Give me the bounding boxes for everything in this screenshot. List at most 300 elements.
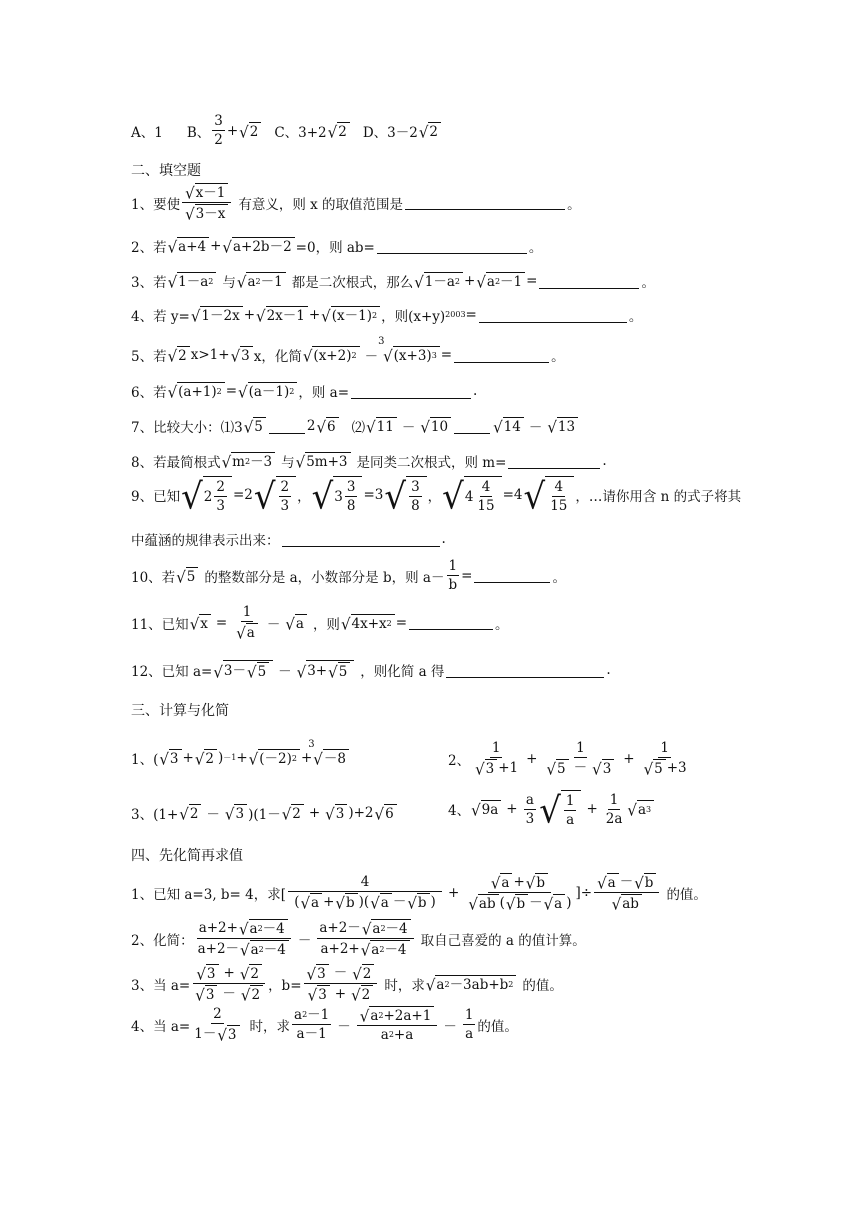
- math-part: a: [607, 873, 619, 891]
- math-part: 4: [554, 479, 564, 495]
- math-part: (a+1) 2: [177, 382, 225, 400]
- math-part: √: [366, 417, 376, 437]
- math-part: √: [221, 452, 232, 472]
- math-part: +: [586, 801, 598, 817]
- sqrt: [253, 476, 296, 519]
- math-part: √: [167, 382, 178, 402]
- math-part: 5m+3: [305, 452, 350, 470]
- math-part: +: [526, 750, 538, 767]
- fraction: [196, 919, 292, 958]
- math-part: √: [236, 272, 247, 292]
- math-part: 。: [628, 309, 643, 325]
- sqrt: [468, 894, 498, 912]
- answer-blank[interactable]: [479, 308, 627, 323]
- math-part: +: [448, 884, 460, 901]
- math-part: 8: [346, 498, 356, 514]
- math-part: －: [278, 664, 292, 680]
- math-part: 1、(: [131, 752, 159, 768]
- math-part: a 2 －4: [250, 940, 289, 958]
- math-part: √: [523, 476, 546, 519]
- math-part: ): [217, 750, 224, 766]
- math-part: a: [310, 893, 322, 911]
- question-7: [131, 416, 579, 436]
- math-part: 2: [280, 479, 290, 495]
- sqrt: [362, 919, 411, 937]
- math-part: 12、已知 a=: [131, 664, 213, 680]
- sqrt: [222, 237, 294, 255]
- math-part: 3－x: [195, 204, 229, 222]
- math-part: 2: [337, 122, 350, 140]
- math-part: √: [196, 964, 206, 984]
- math-part: b: [345, 893, 358, 911]
- sqrt: [196, 964, 218, 982]
- sqrt: [316, 417, 338, 435]
- sqrt: [321, 306, 380, 324]
- sqrt: [308, 985, 330, 1003]
- math-part: 时，求: [249, 1018, 290, 1035]
- math-part: 5: [653, 759, 666, 777]
- sqrt: [239, 122, 261, 140]
- math-part: a: [465, 1026, 474, 1042]
- math-part: －: [222, 986, 236, 1002]
- answer-blank[interactable]: [351, 384, 471, 399]
- math-part: √: [159, 749, 169, 769]
- math-part: ，: [297, 489, 311, 505]
- math-part: √: [176, 567, 186, 586]
- sqrt: [420, 417, 451, 435]
- math-part: =3: [363, 487, 384, 503]
- math-part: a: [246, 623, 258, 641]
- math-part: 7、比较大小：⑴3: [131, 420, 243, 436]
- sqrt: [627, 800, 654, 818]
- math-part: 的值。: [522, 977, 563, 994]
- math-part: 5: [556, 759, 569, 777]
- math-part: √: [224, 804, 235, 824]
- fraction: [465, 873, 573, 912]
- math-part: 2: [177, 346, 190, 364]
- math-part: √: [643, 759, 654, 779]
- math-part: 14: [503, 417, 524, 435]
- answer-blank[interactable]: [508, 454, 600, 469]
- math-part: √: [493, 417, 503, 437]
- math-part: √: [425, 975, 436, 994]
- math-part: a 2 －4: [249, 919, 288, 937]
- math-part: √: [597, 873, 607, 893]
- question-6: [131, 381, 477, 401]
- math-part: √: [352, 964, 362, 984]
- math-part: √: [505, 894, 516, 914]
- math-part: a: [380, 893, 392, 911]
- math-part: ，则(x+y): [381, 309, 446, 325]
- sqrt: [300, 893, 322, 911]
- math-part: √: [185, 183, 195, 203]
- sqrt: [256, 306, 308, 324]
- math-part: 8: [411, 498, 420, 514]
- sqrt: [244, 417, 266, 435]
- fraction: [182, 183, 231, 222]
- math-part: 6: [326, 417, 339, 435]
- sqrt: [341, 614, 395, 632]
- math-part: √: [351, 985, 361, 1005]
- sqrt: 3 √ (x+3) 3: [383, 346, 440, 364]
- math-part: [357, 1006, 438, 1026]
- math-part: [304, 964, 378, 984]
- math-part: 2: [249, 122, 262, 140]
- sqrt: [240, 964, 262, 982]
- math-part: －: [206, 807, 220, 823]
- math-part: 1－a 2: [424, 272, 463, 290]
- fraction: [641, 740, 689, 777]
- math-part: [233, 622, 261, 641]
- sqrt: [168, 346, 190, 364]
- sqrt: [471, 800, 501, 818]
- fraction: [548, 479, 569, 514]
- sqrt: [597, 873, 619, 891]
- math-part: .: [606, 662, 611, 678]
- sqrt: [634, 873, 656, 891]
- math-part: 1: [242, 604, 252, 620]
- math-part: ，则化简 a 得: [360, 664, 445, 680]
- sqrt: [352, 964, 374, 982]
- math-part: －: [333, 965, 348, 981]
- math-part: +: [334, 986, 347, 1002]
- math-part: √: [328, 662, 338, 682]
- answer-blank[interactable]: [409, 615, 493, 630]
- math-part: 6: [384, 804, 397, 822]
- math-part: ，…请你用含 n 的式子将其: [575, 489, 742, 505]
- math-part: 1－ √ 3: [192, 1024, 242, 1043]
- math-part: 11、已知: [131, 616, 189, 633]
- fraction: [233, 604, 261, 641]
- math-part: m 2 －3: [231, 452, 275, 470]
- math-part: 4、: [448, 803, 471, 819]
- choice-a: A、1: [131, 124, 163, 141]
- math-part: =: [395, 614, 408, 631]
- math-part: √: [181, 476, 203, 519]
- math-part: √: [240, 985, 251, 1005]
- math-part: 15: [477, 498, 495, 514]
- math-part: 5: [257, 662, 270, 680]
- math-part: √ a + √ b: [488, 873, 551, 893]
- math-part: (x－1) 2: [331, 306, 380, 324]
- sqrt: 3 √ －8: [313, 749, 349, 767]
- sqrt: [168, 382, 225, 400]
- sqrt: [176, 567, 198, 585]
- math-part: 的值。: [666, 886, 707, 903]
- math-part: √: [316, 417, 326, 437]
- math-part: 3: [485, 759, 498, 777]
- simplify-2: [131, 919, 586, 958]
- math-part: √: [321, 306, 331, 326]
- fraction: [357, 1006, 438, 1043]
- answer-blank[interactable]: [539, 274, 639, 289]
- math-part: －: [297, 932, 312, 949]
- simplify-4: [131, 1006, 518, 1043]
- math-part: a+2+ √ a 2 －4: [318, 939, 412, 958]
- math-part: √: [236, 623, 246, 643]
- math-part: 的整数部分是 a，小数部分是 b，则 a－: [204, 569, 445, 586]
- math-part: =: [225, 383, 238, 399]
- fraction: [524, 792, 537, 827]
- question-12: [131, 660, 611, 680]
- question-1: [131, 183, 581, 222]
- math-part: √: [546, 759, 557, 779]
- math-part: =: [461, 567, 473, 584]
- math-part: =2: [232, 487, 253, 503]
- math-part: +: [243, 307, 255, 323]
- math-part: =: [465, 307, 477, 323]
- math-part: a+2+ √ a 2 －4: [197, 919, 291, 939]
- math-part: [182, 203, 231, 222]
- fraction: [304, 964, 378, 1003]
- section-fill-title: 二、填空题: [131, 163, 201, 179]
- math-part: .: [602, 453, 607, 469]
- math-part: 1－2x: [200, 306, 242, 324]
- math-part: 4: [481, 479, 491, 495]
- math-part: a: [500, 873, 512, 891]
- answer-blank[interactable]: [454, 348, 549, 363]
- math-part: 的值。: [477, 1018, 518, 1035]
- math-part: b: [535, 873, 548, 891]
- sqrt: [526, 873, 548, 891]
- sqrt: [546, 759, 568, 777]
- sqrt: [307, 964, 329, 982]
- math-part: b: [417, 893, 430, 911]
- math-part: ，b=: [268, 977, 302, 994]
- math-part: x: [199, 614, 211, 632]
- sqrt: [239, 919, 288, 937]
- math-part: √: [468, 894, 478, 914]
- sqrt: [328, 122, 350, 140]
- sqrt: [442, 476, 501, 519]
- math-part: [609, 893, 645, 912]
- math-part: －: [266, 616, 281, 633]
- math-part: +: [210, 238, 222, 254]
- fraction: [288, 874, 442, 911]
- math-part: [193, 964, 265, 984]
- math-part: －: [443, 1018, 457, 1035]
- math-part: √: [179, 804, 189, 824]
- math-part: √: [335, 893, 345, 913]
- sqrt: [351, 985, 373, 1003]
- sqrt: [335, 893, 357, 911]
- math-part: －8: [323, 749, 349, 767]
- math-part: √: [475, 759, 485, 779]
- simplify-3: [131, 964, 563, 1003]
- math-part: =: [215, 614, 228, 631]
- math-part: 1－a 2: [177, 272, 216, 290]
- math-part: a+2b－2: [232, 237, 295, 255]
- math-part: √: [547, 417, 557, 437]
- math-part: √: [384, 476, 407, 519]
- math-part: √: [311, 476, 334, 519]
- fraction: [472, 740, 520, 777]
- fraction: [212, 113, 225, 148]
- math-part: b: [515, 894, 528, 912]
- answer-blank[interactable]: [377, 239, 527, 254]
- sqrt: [523, 476, 575, 519]
- math-part: +: [236, 750, 248, 766]
- math-part: 3、(1+: [131, 807, 179, 823]
- sqrt: [213, 660, 273, 680]
- math-part: －: [364, 349, 379, 365]
- sqrt: [325, 804, 347, 822]
- math-part: √: [420, 417, 430, 437]
- math-part: 。: [567, 196, 581, 213]
- math-part: 3: [346, 479, 356, 495]
- math-part: +: [308, 307, 321, 323]
- calc-3: [131, 803, 398, 823]
- math-part: √: [627, 800, 637, 820]
- section-calc-title: 三、计算与化简: [131, 703, 229, 719]
- math-part: 3: [205, 985, 218, 1003]
- answer-blank[interactable]: [405, 195, 565, 210]
- math-part: √: [213, 662, 223, 682]
- math-part: 8、若最简根式: [131, 455, 221, 471]
- math-part: =4: [502, 487, 523, 503]
- sqrt: [238, 382, 297, 400]
- math-part: [406, 476, 427, 514]
- calc-1: 1、( √ 3 + √ 2 ) －1 + √ (－2) 2 + 3 √ －8: [131, 748, 350, 768]
- math-part: 2: [216, 479, 225, 495]
- math-part: 2: [361, 985, 374, 1003]
- math-part: =: [440, 347, 453, 363]
- question-2: [131, 236, 542, 256]
- math-part: ab: [621, 894, 642, 912]
- math-part: 2、若: [131, 240, 167, 256]
- math-part: b: [644, 873, 657, 891]
- sqrt: [297, 660, 355, 680]
- math-part: (a－1) 2: [248, 382, 298, 400]
- math-part: √: [239, 964, 250, 984]
- sqrt: [407, 893, 429, 911]
- answer-blank[interactable]: [446, 663, 604, 678]
- math-part: 3: [169, 749, 182, 767]
- math-part: √: [307, 985, 318, 1005]
- math-part: a 2 －1: [246, 272, 285, 290]
- math-part: √: [490, 873, 501, 893]
- math-part: x>1+: [190, 347, 230, 363]
- sqrt: [493, 417, 524, 435]
- math-part: 3: [525, 810, 535, 827]
- math-part: √: [281, 804, 292, 824]
- sqrt: [249, 749, 300, 767]
- answer-blank[interactable]: [474, 568, 550, 583]
- fraction: [409, 479, 422, 514]
- sqrt: [195, 749, 217, 767]
- sqrt: [236, 623, 258, 641]
- math-part: 4x+x 2: [351, 614, 395, 632]
- math-part: √: [359, 1006, 370, 1026]
- math-part: 3－ √ 5: [223, 660, 273, 680]
- sqrt: [285, 614, 307, 632]
- math-part: a 2 +2a+1: [369, 1006, 434, 1024]
- sqrt: [426, 975, 517, 993]
- answer-blank[interactable]: [454, 419, 490, 434]
- fraction: [214, 479, 227, 514]
- math-part: [192, 984, 266, 1003]
- math-part: 中蕴涵的规律表示出来：: [131, 533, 280, 549]
- sqrt: [311, 476, 363, 519]
- math-part: 1: [609, 791, 619, 808]
- sqrt: [241, 985, 263, 1003]
- math-part: 。: [552, 569, 566, 586]
- math-part: √: [167, 237, 178, 257]
- sqrt: [644, 759, 666, 777]
- math-part: 3: [317, 985, 330, 1003]
- math-part: √: [442, 476, 464, 519]
- math-part: ]÷: [575, 884, 593, 901]
- math-part: 2: [428, 122, 441, 140]
- sqrt: [370, 893, 392, 911]
- math-part: 时，求: [384, 977, 425, 994]
- math-part: ab: [478, 894, 499, 912]
- math-part: 2: [204, 749, 217, 767]
- sqrt: [476, 272, 525, 290]
- math-part: 3: [234, 804, 247, 822]
- fraction: [279, 479, 292, 514]
- math-part: 3 $\frac{3}{8}$: [333, 476, 362, 514]
- math-part: 。: [641, 275, 655, 291]
- answer-blank[interactable]: [269, 419, 305, 434]
- math-part: 。: [528, 240, 543, 256]
- math-part: +: [623, 750, 635, 767]
- math-part: a－1: [296, 1026, 327, 1042]
- math-part: 1: [464, 1007, 474, 1023]
- sqrt: [225, 804, 247, 822]
- math-part: 2、: [448, 752, 471, 769]
- math-part: a+4: [177, 237, 209, 255]
- math-part: .: [441, 531, 446, 547]
- answer-blank[interactable]: [282, 532, 440, 547]
- sqrt: [282, 804, 304, 822]
- math-part: a+2－ √ a 2 －4: [196, 939, 292, 958]
- sqrt: [592, 759, 614, 777]
- math-part: (x+2) 2: [312, 346, 359, 364]
- choice-c: C、3+2: [274, 124, 327, 141]
- math-part: =0，则 ab=: [295, 240, 375, 256]
- math-part: x－1: [195, 183, 229, 201]
- fraction: [475, 479, 496, 514]
- fraction: [543, 740, 617, 777]
- math-part: +: [182, 750, 194, 766]
- sqrt: [328, 662, 350, 680]
- sqrt: [240, 940, 289, 958]
- math-part: 5、若: [131, 349, 167, 365]
- math-part: a: [525, 791, 534, 808]
- sqrt: [191, 306, 243, 324]
- math-part: =: [526, 273, 538, 289]
- math-part: a 2 －1: [294, 1007, 330, 1023]
- math-part: √: [195, 985, 205, 1005]
- math-part: 3: [602, 759, 615, 777]
- math-part: 1: [565, 793, 575, 809]
- question-9-line2: [131, 529, 446, 549]
- sqrt: [419, 122, 441, 140]
- math-part: √ ab ( √ b － √ a ): [468, 894, 572, 914]
- fraction: [345, 479, 358, 514]
- math-part: 9a: [481, 800, 502, 818]
- math-part: √: [374, 804, 385, 824]
- math-part: 3: [227, 1025, 240, 1043]
- math-part: 2: [214, 132, 223, 148]
- math-part: √ 5 +3: [643, 759, 687, 779]
- math-part: 6、若: [131, 385, 167, 401]
- math-part: +: [226, 122, 239, 139]
- math-part: 2: [213, 1006, 222, 1022]
- math-part: a: [553, 894, 565, 912]
- math-part: 。: [495, 616, 509, 633]
